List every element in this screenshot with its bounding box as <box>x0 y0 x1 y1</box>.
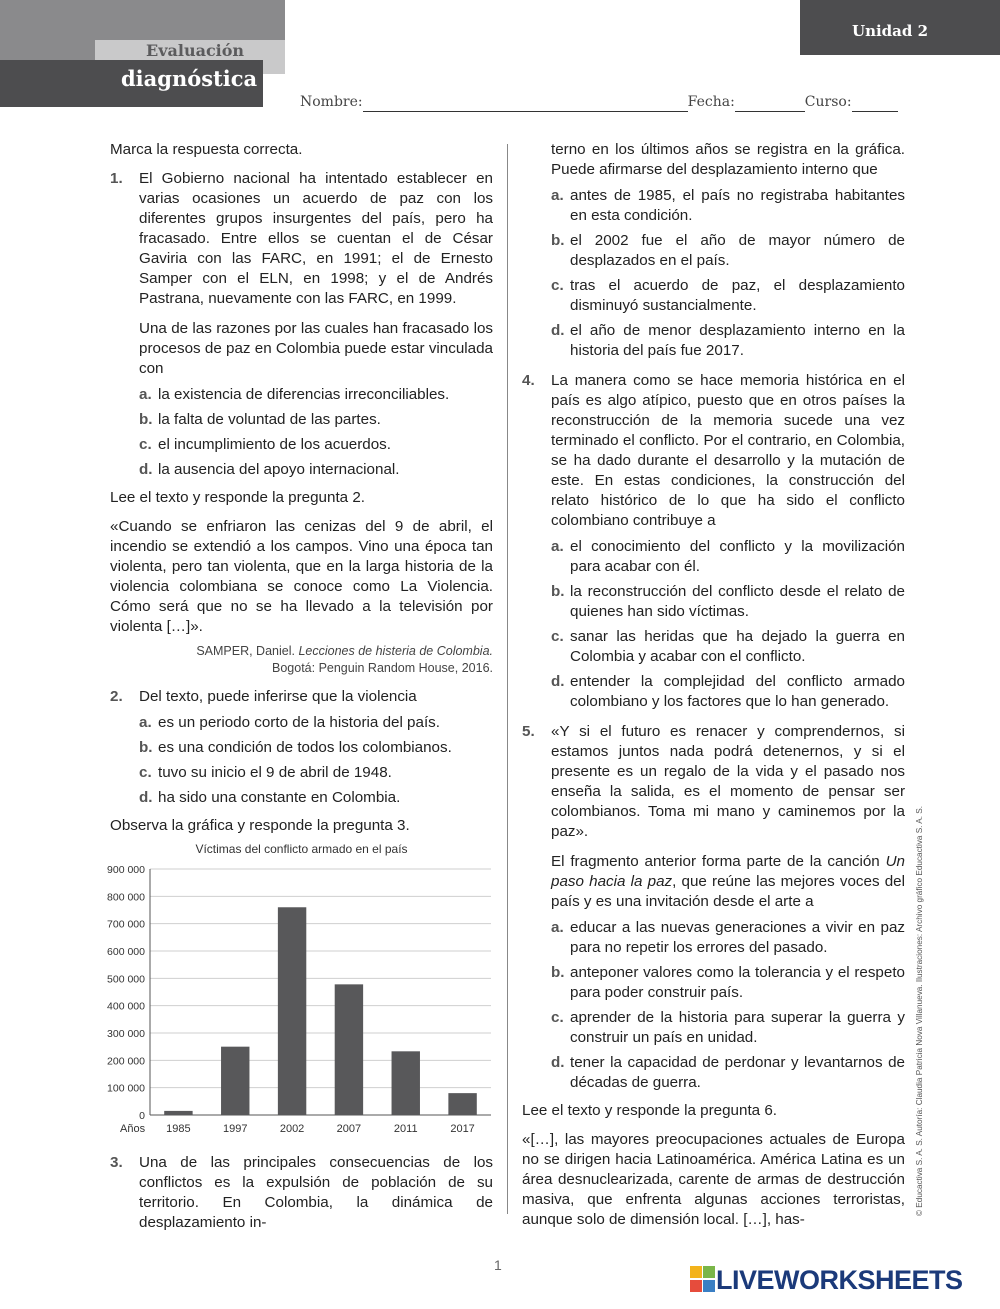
question-3-continued <box>522 140 905 361</box>
option-text: el 2002 fue el año de mayor número de desplazados en el país. <box>570 232 905 269</box>
question-number: 2. <box>110 688 123 705</box>
question-5 <box>522 722 905 1093</box>
x-tick-label: 2011 <box>393 1123 418 1135</box>
diag-label: diagnóstica <box>121 66 258 91</box>
question-number: 1. <box>110 170 123 187</box>
bar-2011 <box>392 1051 420 1115</box>
option-b[interactable] <box>551 963 905 1003</box>
question-text: Una de las principales consecuencias de los conflictos es la expulsión de población de su territorio. En Colombia, la dinámica de desplazamiento in- <box>139 1154 493 1231</box>
option-text: aprender de la historia para superar la guerra y construir un país en unidad. <box>570 1009 905 1046</box>
question-4 <box>522 371 905 712</box>
option-letter: a. <box>551 919 564 936</box>
option-text: ha sido una constante en Colombia. <box>158 789 401 806</box>
option-text: tener la capacidad de perdonar y levantarnos de décadas de guerra. <box>570 1054 905 1091</box>
y-tick-label: 300 000 <box>107 1028 145 1040</box>
question-3 <box>110 1153 493 1233</box>
y-tick-label: 100 000 <box>107 1082 145 1095</box>
option-text: el conocimiento del conflicto y la movilización para acabar con él. <box>570 538 905 575</box>
curso-field[interactable] <box>852 95 898 112</box>
quote: «Cuando se enfriaron las cenizas del 9 de abril, el incendio se extendió a los campos. Vino una época tan violenta, pero tan violenta, que en la larga historia de la violencia colombiana se conoce como La Violencia. Cómo será que no se ha llevado a la televisión por violenta […]». <box>110 518 493 635</box>
option-letter: b. <box>139 411 153 428</box>
question-text-2: Una de las razones por las cuales han fracasado los procesos de paz en Colombia puede estar vinculada con <box>139 320 493 377</box>
instruction-6: Lee el texto y responde la pregunta 6. <box>522 1102 777 1119</box>
option-letter: d. <box>551 1054 565 1071</box>
liveworksheets-icon <box>690 1266 716 1294</box>
option-text: sanar las heridas que ha dejado la guerra en Colombia y acabar con el conflicto. <box>570 628 905 665</box>
x-axis-label: Años <box>120 1123 146 1135</box>
student-fields <box>300 92 898 112</box>
option-letter: c. <box>139 436 152 453</box>
y-tick-label: 900 000 <box>107 864 145 876</box>
option-a[interactable] <box>139 385 493 405</box>
x-tick-label: 1997 <box>223 1123 248 1135</box>
option-letter: d. <box>139 789 153 806</box>
option-text: antes de 1985, el país no registraba habitantes en esta condición. <box>570 187 905 224</box>
bar-1997 <box>221 1047 249 1115</box>
option-c[interactable] <box>551 627 905 667</box>
x-tick-label: 2017 <box>450 1123 475 1135</box>
y-tick-label: 600 000 <box>107 946 145 958</box>
option-letter: a. <box>139 714 152 731</box>
option-d[interactable] <box>551 672 905 712</box>
x-tick-label: 2002 <box>279 1123 305 1135</box>
bar-2007 <box>335 984 363 1115</box>
option-b[interactable] <box>551 582 905 622</box>
option-c[interactable] <box>551 276 905 316</box>
bar-1985 <box>164 1111 192 1115</box>
y-tick-label: 500 000 <box>107 973 145 986</box>
option-d[interactable] <box>551 1053 905 1093</box>
option-text: la ausencia del apoyo internacional. <box>158 461 400 478</box>
option-a[interactable] <box>139 713 493 733</box>
right-column <box>522 140 905 1236</box>
option-a[interactable] <box>551 918 905 958</box>
left-column <box>107 140 493 1241</box>
option-letter: c. <box>551 628 564 645</box>
option-letter: c. <box>139 764 152 781</box>
instruction-2: Lee el texto y responde la pregunta 2. <box>110 489 365 506</box>
bar-chart <box>98 861 493 1149</box>
question-number: 5. <box>522 723 535 740</box>
cite-author: SAMPER, Daniel. <box>196 644 299 658</box>
brand-logo <box>690 1266 963 1298</box>
column-divider <box>507 144 508 1214</box>
option-b[interactable] <box>551 231 905 271</box>
unit-label: Unidad 2 <box>852 22 929 40</box>
option-letter: b. <box>139 739 153 756</box>
option-b[interactable] <box>139 738 493 758</box>
option-letter: a. <box>551 538 564 555</box>
chart-title: Víctimas del conflicto armado en el país <box>195 842 408 856</box>
option-text: anteponer valores como la tolerancia y el respeto para poder construir país. <box>570 964 905 1001</box>
question-text: El Gobierno nacional ha intentado establecer en varias ocasiones un acuerdo de paz con los diferentes grupos insurgentes del país, pero ha fracasado. Entre ellos se cuentan el de César Gaviria con las FARC, en 1991; el de Ernesto Samper con el ELN, en 1998; y el de Andrés Pastrana, nuevamente con las FARC, en 1999. <box>139 170 493 307</box>
question-text: terno en los últimos años se registra en la gráfica. Puede afirmarse del desplazamiento interno que <box>551 141 905 178</box>
option-text: la falta de voluntad de las partes. <box>158 411 381 428</box>
option-text: el año de menor desplazamiento interno en la historia del país fue 2017. <box>570 322 905 359</box>
option-letter: b. <box>551 232 565 249</box>
option-text: entender la complejidad del conflicto armado colombiano y los factores que lo han generado. <box>570 673 905 710</box>
song-title: Un paso hacia la paz <box>551 853 905 890</box>
fecha-field[interactable] <box>735 95 805 112</box>
option-letter: c. <box>551 277 564 294</box>
x-tick-label: 2007 <box>336 1123 362 1135</box>
option-text: la existencia de diferencias irreconciliables. <box>158 386 450 403</box>
option-d[interactable] <box>551 321 905 361</box>
option-text: la reconstrucción del conflicto desde el relato de quienes han sido víctimas. <box>570 583 905 620</box>
curso-label: Curso: <box>804 94 852 110</box>
cite-publisher: Bogotá: Penguin Random House, 2016. <box>272 661 493 675</box>
option-a[interactable] <box>551 186 905 226</box>
citation <box>110 643 493 677</box>
option-a[interactable] <box>551 537 905 577</box>
bar-2017 <box>448 1093 476 1115</box>
question-text-2 <box>551 852 905 912</box>
option-c[interactable] <box>551 1008 905 1048</box>
option-letter: c. <box>551 1009 564 1026</box>
fecha-label: Fecha: <box>687 94 735 110</box>
quote-6: «[…], las mayores preocupaciones actuales de Europa no se dirigen hacia Latinoamérica. América Latina es un área desnuclearizada, carente de armas de destrucción masiva, que enfrenta algunas acciones terroristas, aunque solo de dimensión local. […], has- <box>522 1131 905 1228</box>
instruction-3: Observa la gráfica y responde la pregunta 3. <box>110 817 410 834</box>
option-letter: b. <box>551 964 565 981</box>
cite-title: Lecciones de histeria de Colombia. <box>298 644 493 658</box>
option-text: educar a las nuevas generaciones a vivir en paz para no repetir los errores del pasado. <box>570 919 905 956</box>
y-tick-label: 700 000 <box>107 918 145 931</box>
option-letter: d. <box>139 461 153 478</box>
page-number: 1 <box>494 1257 502 1273</box>
question-number: 4. <box>522 372 535 389</box>
y-tick-label: 200 000 <box>107 1055 145 1068</box>
option-letter: a. <box>551 187 564 204</box>
question-number: 3. <box>110 1154 123 1171</box>
option-d[interactable] <box>139 788 493 808</box>
option-text: tras el acuerdo de paz, el desplazamiento disminuyó sustancialmente. <box>570 277 905 314</box>
text-pre: El fragmento anterior forma parte de la canción <box>551 853 886 870</box>
question-text: La manera como se hace memoria histórica en el país es algo atípico, puesto que en otros países la reconstrucción de la memoria sucede una vez terminado el conflicto. Por el contrario, en Colombia, se ha dado durante el desarrollo y la mutación de este. En estas condiciones, la construcción del relato histórico de lo que ha sido el conflicto colombiano contribuye a <box>551 372 905 529</box>
x-tick-label: 1985 <box>166 1123 191 1135</box>
question-text: Del texto, puede inferirse que la violencia <box>139 688 417 705</box>
question-2 <box>110 687 493 808</box>
question-text: «Y si el futuro es renacer y comprendernos, si estamos juntos nada podrá detenernos, y si el presente es un regalo de la vida y el pasado nos enseña la salida, es el momento de pensar ser colombianos. Toma mi mano y caminemos por la paz». <box>551 723 905 840</box>
option-c[interactable] <box>139 435 493 455</box>
nombre-label: Nombre: <box>300 94 363 110</box>
option-c[interactable] <box>139 763 493 783</box>
option-letter: d. <box>551 673 565 690</box>
option-text: es una condición de todos los colombianos. <box>158 739 452 756</box>
nombre-field[interactable] <box>363 95 688 112</box>
option-b[interactable] <box>139 410 493 430</box>
y-tick-label: 800 000 <box>107 891 145 904</box>
y-tick-label: 0 <box>139 1110 145 1122</box>
text-post: , que reúne las mejores voces del país y es una invitación desde el arte a <box>551 873 905 910</box>
option-text: es un periodo corto de la historia del país. <box>158 714 440 731</box>
option-text: el incumplimiento de los acuerdos. <box>158 436 391 453</box>
instruction: Marca la respuesta correcta. <box>110 141 303 158</box>
credit <box>906 805 932 1216</box>
option-text: tuvo su inicio el 9 de abril de 1948. <box>158 764 392 781</box>
y-tick-label: 400 000 <box>107 1000 145 1013</box>
bar-2002 <box>278 907 306 1115</box>
question-1 <box>110 169 493 480</box>
option-letter: d. <box>551 322 565 339</box>
chart <box>107 861 493 1149</box>
option-letter: b. <box>551 583 565 600</box>
option-letter: a. <box>139 386 152 403</box>
option-d[interactable] <box>139 460 493 480</box>
eval-label: Evaluación <box>146 41 245 60</box>
credit-text: © Educactiva S. A. S. Autoría: Claudia Patricia Nova Villanueva. Ilustraciones: Archivo gráfico Educactiva S. A. S. <box>915 805 924 1216</box>
brand-word: LIVEWORKSHEETS <box>716 1265 963 1295</box>
